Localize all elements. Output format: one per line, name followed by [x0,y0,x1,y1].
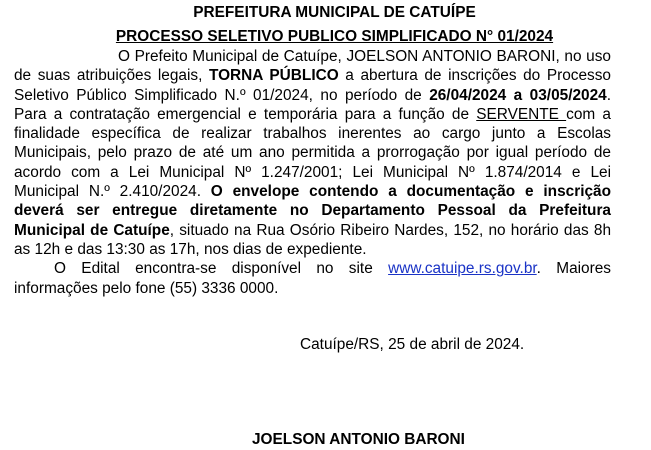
p1-text-4: com a finalidade específica de realizar trabalhos inerentes ao cargo junto a Escolas Municipais, pelo prazo de até um ano permitida a prorrogação por igual período de acordo com a Lei Municipal Nº 1.247/2001; Lei Municipal Nº 1.874/2014 e Lei Municipal N.º 2.410/2024. [14,105,611,201]
signer-name: JOELSON ANTONIO BARONI [252,431,465,448]
document-title: PREFEITURA MUNICIPAL DE CATUÍPE [193,4,476,21]
p1-bold-torna-publico: TORNA PÚBLICO [208,67,339,85]
p1-text-2: a abertura de inscrições do Processo Seletivo Público Simplificado N.º 01/2024, no período de [14,67,611,104]
p2-text-2: . Maiores informações pelo fone (55) 3336 0000. [14,260,611,297]
p1-underline-servente: SERVENTE [476,105,567,123]
p1-bold-period: 26/04/2024 a 03/05/2024 [429,86,607,104]
date-line: Catuípe/RS, 25 de abril de 2024. [300,336,525,353]
p1-text-1: O Prefeito Municipal de Catuípe, JOELSON ANTONIO BARONI, no uso de suas atribuições legais, [14,48,611,85]
paragraph-edital [14,259,611,298]
p2-text-1: O Edital encontra-se disponível no site [54,260,389,278]
p1-text-5: , situado na Rua Osório Ribeiro Nardes, 152, no horário das 8h as 12h e das 13:30 as 17h, nos dias de expediente. [14,221,612,258]
document-page [14,3,611,298]
p1-bold-envelope: O envelope contendo a documentação e inscrição deverá ser entregue diretamente no Departamento Pessoal da Prefeitura Municipal de Catuípe [14,183,611,239]
document-subtitle: PROCESSO SELETIVO PUBLICO SIMPLIFICADO N° 01/2024 [115,28,554,45]
website-link[interactable]: www.catuipe.rs.gov.br [388,260,537,278]
p1-text-3: . Para a contratação emergencial e temporária para a função de [14,86,611,123]
paragraph-main [14,47,611,259]
